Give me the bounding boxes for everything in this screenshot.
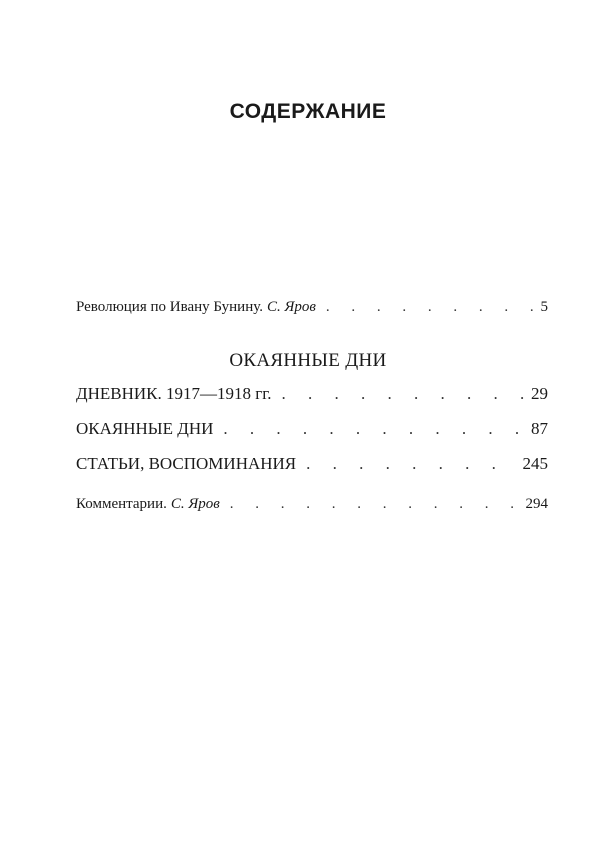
page-title: СОДЕРЖАНИЕ (229, 100, 387, 123)
toc-entry-author: С. Яров (266, 299, 316, 315)
toc-entry-page: 29 (531, 384, 548, 403)
toc-entry-diary[interactable] (76, 384, 548, 404)
dot-leader (230, 496, 522, 513)
dot-leader (223, 419, 527, 439)
toc-entry-intro[interactable] (76, 299, 548, 316)
toc-entry-label: СТАТЬИ, ВОСПОМИНАНИЯ (76, 454, 297, 473)
toc-entry-page: 245 (522, 454, 548, 473)
dot-leader (282, 384, 527, 404)
toc-entry-page: 87 (531, 419, 548, 438)
toc-entry-label: Комментарии. (76, 496, 167, 512)
toc-entry-page: 294 (525, 496, 548, 512)
toc-entry-label: ДНЕВНИК. 1917—1918 гг. (76, 384, 272, 403)
toc-entry-page: 5 (540, 299, 548, 315)
toc-entry-articles[interactable] (76, 454, 548, 474)
toc-entry-author: С. Яров (170, 496, 220, 512)
toc-entry-label: ОКАЯННЫЕ ДНИ (76, 419, 214, 438)
section-heading: ОКАЯННЫЕ ДНИ (229, 350, 387, 371)
dot-leader (326, 299, 537, 316)
dot-leader (306, 454, 518, 474)
toc-entry-comments[interactable] (76, 496, 548, 513)
toc-entry-label: Революция по Ивану Бунину. (76, 299, 263, 315)
toc-entry-cursed-days[interactable] (76, 419, 548, 439)
